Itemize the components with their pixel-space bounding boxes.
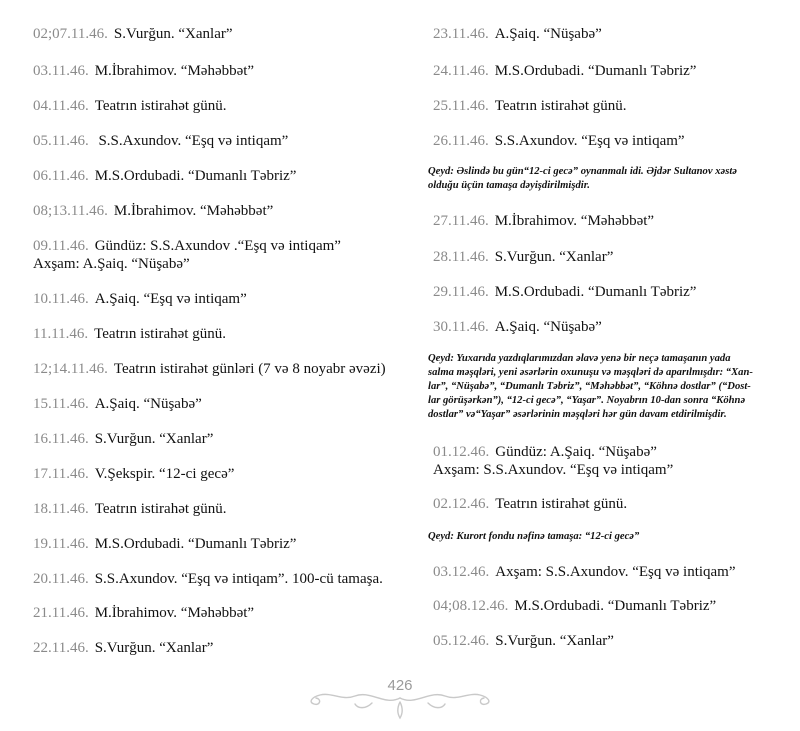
- list-item: 12;14.11.46. Teatrın istirahət günləri (7 və 8 noyabr əvəzi): [33, 361, 386, 377]
- list-item: 03.12.46. Axşam: S.S.Axundov. “Eşq və intiqam”: [433, 564, 736, 580]
- list-item: 15.11.46. A.Şaiq. “Nüşabə”: [33, 396, 202, 412]
- note-paragraph: Qeyd: Əslində bu gün“12-ci gecə” oynanmalı idi. Əjdər Sultanov xəstə olduğu üçün tamaşa dəyişdirilmişdir.: [428, 166, 737, 191]
- list-item: 23.11.46. A.Şaiq. “Nüşabə”: [433, 26, 602, 42]
- list-item: 09.11.46. Gündüz: S.S.Axundov .“Eşq və intiqam” Axşam: A.Şaiq. “Nüşabə”: [33, 238, 341, 272]
- list-item: 25.11.46. Teatrın istirahət günü.: [433, 98, 627, 114]
- list-item: 24.11.46. M.S.Ordubadi. “Dumanlı Təbriz”: [433, 63, 697, 79]
- list-item: 05.11.46. S.S.Axundov. “Eşq və intiqam”: [33, 133, 289, 149]
- list-item: 22.11.46. S.Vurğun. “Xanlar”: [33, 640, 214, 656]
- list-item: 27.11.46. M.İbrahimov. “Məhəbbət”: [433, 213, 655, 229]
- list-item: 18.11.46. Teatrın istirahət günü.: [33, 501, 227, 517]
- list-item: 01.12.46. Gündüz: A.Şaiq. “Nüşabə” Axşam: S.S.Axundov. “Eşq və intiqam”: [433, 444, 674, 478]
- list-item: 30.11.46. A.Şaiq. “Nüşabə”: [433, 319, 602, 335]
- list-item: 04.11.46. Teatrın istirahət günü.: [33, 98, 227, 114]
- page-number: 426: [387, 677, 413, 694]
- list-item: 20.11.46. S.S.Axundov. “Eşq və intiqam”. 100-cü tamaşa.: [33, 571, 383, 587]
- list-item: 10.11.46. A.Şaiq. “Eşq və intiqam”: [33, 291, 247, 307]
- list-item: 17.11.46. V.Şekspir. “12-ci gecə”: [33, 466, 235, 482]
- list-item: 29.11.46. M.S.Ordubadi. “Dumanlı Təbriz”: [433, 284, 697, 300]
- list-item: 26.11.46. S.S.Axundov. “Eşq və intiqam”: [433, 133, 685, 149]
- list-item: 21.11.46. M.İbrahimov. “Məhəbbət”: [33, 605, 255, 621]
- list-item: 04;08.12.46. M.S.Ordubadi. “Dumanlı Təbriz”: [433, 598, 717, 614]
- note-paragraph: Qeyd: Yuxarıda yazdıqlarımızdan əlavə yenə bir neçə tamaşanın yada salma məşqləri, yeni əsərlərin oxunuşu və məşqləri də aparılmışdır: “Xan- lar”, “Nüşabə”, “Dumanlı Təbriz”, “Məhəbbət”, “Köhnə dostlar” (“Dost- lar görüşərkən”), “12-ci gecə”, “Yaşar”. Noyabrın 10-dan sonra “Köhnə dostlar” və“Yaşar” əsərlərinin məşqləri hər gün davam etdirilmişdir.: [428, 353, 753, 420]
- list-item: 02;07.11.46. S.Vurğun. “Xanlar”: [33, 26, 233, 42]
- list-item: 06.11.46. M.S.Ordubadi. “Dumanlı Təbriz”: [33, 168, 297, 184]
- note-paragraph: Qeyd: Kurort fondu nəfinə tamaşa: “12-ci gecə”: [428, 531, 640, 542]
- list-item: 08;13.11.46. M.İbrahimov. “Məhəbbət”: [33, 203, 274, 219]
- list-item: 11.11.46. Teatrın istirahət günü.: [33, 326, 226, 342]
- list-item: 19.11.46. M.S.Ordubadi. “Dumanlı Təbriz”: [33, 536, 297, 552]
- list-item: 16.11.46. S.Vurğun. “Xanlar”: [33, 431, 214, 447]
- list-item: 05.12.46. S.Vurğun. “Xanlar”: [433, 633, 614, 649]
- list-item: 28.11.46. S.Vurğun. “Xanlar”: [433, 249, 614, 265]
- list-item: 03.11.46. M.İbrahimov. “Məhəbbət”: [33, 63, 255, 79]
- list-item: 02.12.46. Teatrın istirahət günü.: [433, 496, 628, 512]
